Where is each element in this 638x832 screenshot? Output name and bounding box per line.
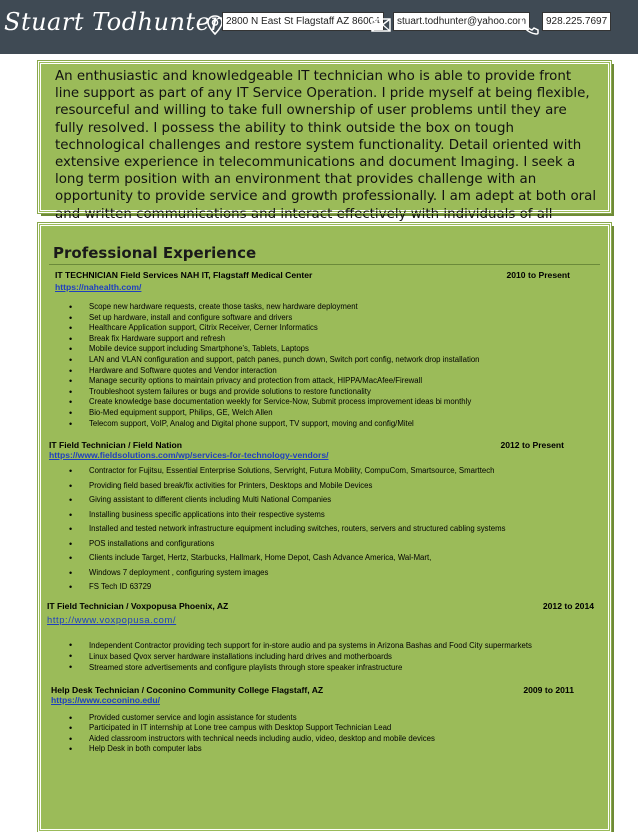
list-item: • Bio-Med equipment support, Philips, GE, Welch Allen — [69, 408, 480, 419]
list-item: • Provided customer service and login assistance for students — [69, 713, 435, 723]
list-item: • Aided classroom instructors with technical needs including audio, video, desktop and mobile devices — [69, 734, 435, 744]
address-text: 2800 N East St Flagstaff AZ 86004 — [222, 12, 384, 31]
list-item: • Break fix Hardware support and refresh — [69, 334, 480, 345]
list-item: • Windows 7 deployment , configuring system images — [69, 566, 505, 581]
list-item: • LAN and VLAN configuration and support, patch panes, punch down, Switch port config, network drop installation — [69, 355, 480, 366]
heading-divider — [49, 264, 600, 265]
experience-box — [38, 223, 611, 832]
experience-heading: Professional Experience — [53, 244, 257, 262]
list-item: • Mobile device support including Smartphone’s, Tablets, Laptops — [69, 344, 480, 355]
job-title: Help Desk Technician / Coconino Community College Flagstaff, AZ — [51, 685, 324, 695]
list-item: • POS installations and configurations — [69, 537, 505, 552]
list-item: • Giving assistant to different clients including Multi National Companies — [69, 493, 505, 508]
list-item: • Troubleshoot system failures or bugs and provide solutions to restore functionality — [69, 387, 480, 398]
envelope-icon — [370, 14, 392, 36]
list-item: • Contractor for Fujitsu, Essential Enterprise Solutions, Servright, Futura Mobility, CompuCom, Smartsource, Smarttech — [69, 464, 505, 479]
list-item: • Clients include Target, Hertz, Starbucks, Hallmark, Home Depot, Cash Advance America, Wal-Mart, — [69, 551, 505, 566]
list-item: • Providing field based break/fix activities for Printers, Desktops and Mobile Devices — [69, 479, 505, 494]
job-title: IT TECHNICIAN Field Services NAH IT, Flagstaff Medical Center — [55, 270, 313, 280]
list-item: • FS Tech ID 63729 — [69, 580, 505, 595]
phone-text: 928.225.7697 — [542, 12, 611, 31]
list-item: • Hardware and Software quotes and Vendor interaction — [69, 366, 480, 377]
job-title: IT Field Technician / Voxpopusa Phoenix, AZ — [47, 601, 229, 611]
list-item: • Streamed store advertisements and configure playlists through store speaker infrastructure — [69, 662, 532, 673]
candidate-name: Stuart Todhunter — [4, 8, 223, 36]
list-item: • Help Desk in both computer labs — [69, 744, 435, 754]
list-item: • Telecom support, VoIP, Analog and Digital phone support, TV support, moving and config/Mitel — [69, 419, 480, 430]
email-text[interactable]: stuart.todhunter@yahoo.com — [393, 12, 530, 31]
list-item: • Installing business specific applications into their respective systems — [69, 508, 505, 523]
list-item: • Healthcare Application support, Citrix Receiver, Cerner Informatics — [69, 323, 480, 334]
job-dates: 2012 to 2014 — [542, 601, 594, 611]
job-link[interactable]: https://www.fieldsolutions.com/wp/services-for-technology-vendors/ — [49, 450, 329, 460]
job-link[interactable]: https://nahealth.com/ — [55, 282, 142, 292]
job-bullet-list — [69, 713, 435, 755]
list-item: • Independent Contractor providing tech support for in-store audio and pa systems in Arizona Bashas and Food City supermarkets — [69, 640, 532, 651]
job-bullet-list — [69, 302, 480, 429]
resume-header — [0, 0, 638, 54]
job-bullet-list — [69, 464, 505, 595]
job-dates: 2010 to Present — [506, 270, 570, 280]
list-item: • Scope new hardware requests, create those tasks, new hardware deployment — [69, 302, 480, 313]
summary-box — [38, 61, 611, 222]
job-link[interactable]: https://www.coconino.edu/ — [51, 695, 161, 705]
list-item: • Installed and tested network infrastructure equipment including switches, routers, servers and structured cabling systems — [69, 522, 505, 537]
summary-text: An enthusiastic and knowledgeable IT technician who is able to provide front line support as part of any IT Service Operation. I pride myself at being flexible, resourceful and willing to take full ownership of user problems until they are fully resolved. I possess the ability to think outside the box on tough technological challenges and restore system functionality. Detail oriented with extensive experience in telecommunications and document Imaging. I seek a long term position with an environment that provides challenge with an opportunity to provide service and growth professionally. I am adept at both oral and written communications and interact effectively with individuals of all — [55, 69, 597, 222]
list-item: • Set up hardware, install and configure software and drivers — [69, 313, 480, 324]
job-dates: 2009 to 2011 — [523, 685, 574, 695]
job-link[interactable]: http://www.voxpopusa.com/ — [47, 614, 177, 625]
job-title: IT Field Technician / Field Nation — [49, 440, 183, 450]
job-bullet-list — [69, 640, 532, 673]
phone-icon — [518, 14, 540, 36]
list-item: • Linux based Qvox server hardware installations including hard drives and motherboards — [69, 651, 532, 662]
list-item: • Create knowledge base documentation weekly for Service-Now, Submit process improvement ideas bi monthly — [69, 397, 480, 408]
job-dates: 2012 to Present — [500, 440, 564, 450]
list-item: • Participated in IT internship at Lone tree campus with Desktop Support Technician Lead — [69, 723, 435, 733]
list-item: • Manage security options to maintain privacy and protection from attack, HIPPA/MacAfee/Firewall — [69, 376, 480, 387]
